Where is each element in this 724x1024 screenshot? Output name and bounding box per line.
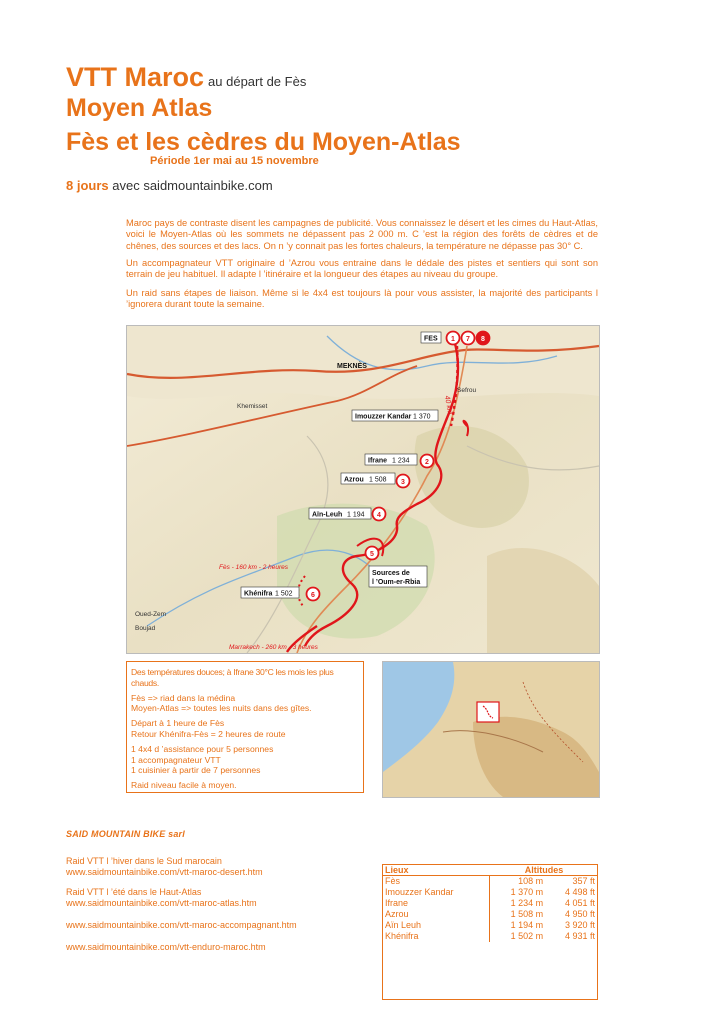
feet-cell: 4 931 ft xyxy=(564,931,595,941)
period-text: Période 1er mai au 15 novembre xyxy=(150,155,319,167)
duration-line xyxy=(66,178,273,193)
svg-text:7: 7 xyxy=(466,336,470,343)
svg-text:5: 5 xyxy=(370,551,374,558)
meters-cell: 108 m xyxy=(490,876,546,888)
info-temperatures: Des températures douces; à Ifrane 30°C les mois les plus chauds. xyxy=(131,667,334,688)
page-title xyxy=(66,62,306,93)
table-row xyxy=(382,876,598,888)
table-row xyxy=(382,931,598,942)
trip-title: Fès et les cèdres du Moyen-Atlas xyxy=(66,128,461,156)
info-departure: Départ à 1 heure de Fès xyxy=(131,718,225,729)
table-row xyxy=(382,909,598,920)
map-label-khenifra xyxy=(241,587,299,598)
map-fes-distance: Fès - 160 km - 2 heures xyxy=(219,564,288,571)
stage-marker-4 xyxy=(373,508,386,521)
svg-text:3: 3 xyxy=(401,479,405,486)
map-town-boujad: Boujad xyxy=(135,625,156,632)
map-label-sources xyxy=(369,566,427,587)
svg-text:Imouzzer Kandar: Imouzzer Kandar xyxy=(355,413,412,421)
link2-url[interactable]: www.saidmountainbike.com/vtt-maroc-atlas.htm xyxy=(66,898,257,908)
overview-map-svg xyxy=(383,662,599,797)
title-subtitle: au départ de Fès xyxy=(208,74,307,89)
svg-text:FES: FES xyxy=(424,335,438,343)
svg-text:1 370: 1 370 xyxy=(413,413,431,421)
route-map xyxy=(126,325,600,654)
meters-cell: 1 502 m xyxy=(490,931,546,942)
intro-paragraph-1: Maroc pays de contraste disent les campagnes de publicité. Vous connaissez le désert et les cimes du Haut-Atlas, voici le Moyen-Atlas où les sommets ne dépassent pas 2 000 m. C ’est la région des forêts de cèdres et de chênes, des sources et des lacs. On n ’y connait pas les fortes chaleurs, la température ne dépasse pas 30° C. xyxy=(126,218,598,251)
duration-provider: avec saidmountainbike.com xyxy=(112,178,273,193)
svg-text:8: 8 xyxy=(481,336,485,343)
route-map-svg xyxy=(127,326,599,653)
info-level: Raid niveau facile à moyen. xyxy=(131,780,237,791)
map-town-oued-zem: Oued-Zem xyxy=(135,611,167,618)
table-row xyxy=(382,920,598,931)
altitude-table xyxy=(382,864,598,942)
feet-cell: 4 051 ft xyxy=(564,898,595,908)
stage-marker-2 xyxy=(421,455,434,468)
col-altitude-header: Altitudes xyxy=(490,864,598,876)
map-label-imouzzer xyxy=(352,410,438,421)
stage-marker-5 xyxy=(366,547,379,560)
map-label-azrou xyxy=(341,473,395,484)
meters-cell: 1 194 m xyxy=(490,920,546,931)
feet-cell: 3 920 ft xyxy=(564,920,595,930)
map-marrakech-distance: Marrakech - 260 km - 3 heures xyxy=(229,644,318,651)
place-cell: Aïn Leuh xyxy=(385,920,422,930)
svg-text:1 502: 1 502 xyxy=(275,590,293,598)
col-place-header: Lieux xyxy=(382,864,490,876)
feet-cell: 4 950 ft xyxy=(564,909,595,919)
place-cell: Azrou xyxy=(385,909,409,919)
map-distance-40km: 40 km xyxy=(443,395,454,416)
stage-marker-3 xyxy=(397,475,410,488)
info-cook: 1 cuisinier à partir de 7 personnes xyxy=(131,765,261,776)
place-cell: Ifrane xyxy=(385,898,409,908)
feet-cell: 4 498 ft xyxy=(564,887,595,897)
svg-text:Aïn-Leuh: Aïn-Leuh xyxy=(312,511,343,519)
stage-marker-1 xyxy=(447,332,460,345)
map-label-ainleuh xyxy=(309,508,371,519)
info-guide: 1 accompagnateur VTT xyxy=(131,754,221,765)
svg-text:1 234: 1 234 xyxy=(392,457,410,465)
info-fes-lodging: Fès => riad dans la médina xyxy=(131,692,236,703)
link2-title: Raid VTT l ’été dans le Haut-Atlas xyxy=(66,887,202,897)
svg-text:1: 1 xyxy=(451,336,455,343)
map-label-ifrane xyxy=(365,454,417,465)
map-label-fes xyxy=(421,332,441,343)
intro-paragraph-2: Un accompagnateur VTT originaire d ’Azrou vous entraine dans le dédale des pistes et sentiers qui sont son terrain de jeu habituel. Il adapte l ’itinéraire et la longueur des étapes au niveau du groupe. xyxy=(126,258,598,280)
stage-marker-6 xyxy=(307,588,320,601)
trip-info-box xyxy=(126,661,364,793)
place-cell: Fès xyxy=(385,876,401,886)
company-name: SAID MOUNTAIN BIKE sarl xyxy=(66,829,185,839)
region-title: Moyen Atlas xyxy=(66,94,213,122)
table-row xyxy=(382,898,598,909)
svg-text:6: 6 xyxy=(311,592,315,599)
svg-text:Ifrane: Ifrane xyxy=(368,457,388,465)
svg-text:l ’Oum-er-Rbia: l ’Oum-er-Rbia xyxy=(372,579,421,586)
meters-cell: 1 234 m xyxy=(490,898,546,909)
svg-text:1 194: 1 194 xyxy=(347,511,365,519)
place-cell: Imouzzer Kandar xyxy=(385,887,454,897)
map-town-sefrou: Sefrou xyxy=(457,387,477,394)
feet-cell: 357 ft xyxy=(572,876,595,886)
intro-paragraph-3: Un raid sans étapes de liaison. Même si le 4x4 est toujours là pour vous assister, la majorité des participants l ’ignorera durant toute la semaine. xyxy=(126,288,598,310)
place-cell: Khénifra xyxy=(385,931,419,941)
link1-url[interactable]: www.saidmountainbike.com/vtt-maroc-desert.htm xyxy=(66,867,263,877)
link4-url[interactable]: www.saidmountainbike.com/vtt-enduro-maroc.htm xyxy=(66,942,266,952)
svg-text:Khénifra: Khénifra xyxy=(244,590,273,598)
map-town-meknes: MEKNÈS xyxy=(337,363,367,370)
map-town-khemisset: Khemisset xyxy=(237,403,268,410)
svg-text:2: 2 xyxy=(425,459,429,466)
stage-marker-8 xyxy=(477,332,490,345)
stage-marker-7 xyxy=(462,332,475,345)
info-support-vehicle: 1 4x4 d ’assistance pour 5 personnes xyxy=(131,743,274,754)
title-main: VTT Maroc xyxy=(66,62,205,92)
svg-text:Sources de: Sources de xyxy=(372,570,410,577)
meters-cell: 1 370 m xyxy=(490,887,546,898)
svg-text:1 508: 1 508 xyxy=(369,476,387,484)
link1-title: Raid VTT l ’hiver dans le Sud marocain xyxy=(66,856,222,866)
duration-days: 8 jours xyxy=(66,178,109,193)
info-return: Retour Khénifra-Fès = 2 heures de route xyxy=(131,728,286,739)
table-row xyxy=(382,887,598,898)
meters-cell: 1 508 m xyxy=(490,909,546,920)
svg-text:4: 4 xyxy=(377,512,381,519)
overview-map xyxy=(382,661,600,798)
info-atlas-lodging: Moyen-Atlas => toutes les nuits dans des gîtes. xyxy=(131,703,312,714)
link3-url[interactable]: www.saidmountainbike.com/vtt-maroc-accompagnant.htm xyxy=(66,920,297,930)
svg-text:Azrou: Azrou xyxy=(344,476,364,484)
